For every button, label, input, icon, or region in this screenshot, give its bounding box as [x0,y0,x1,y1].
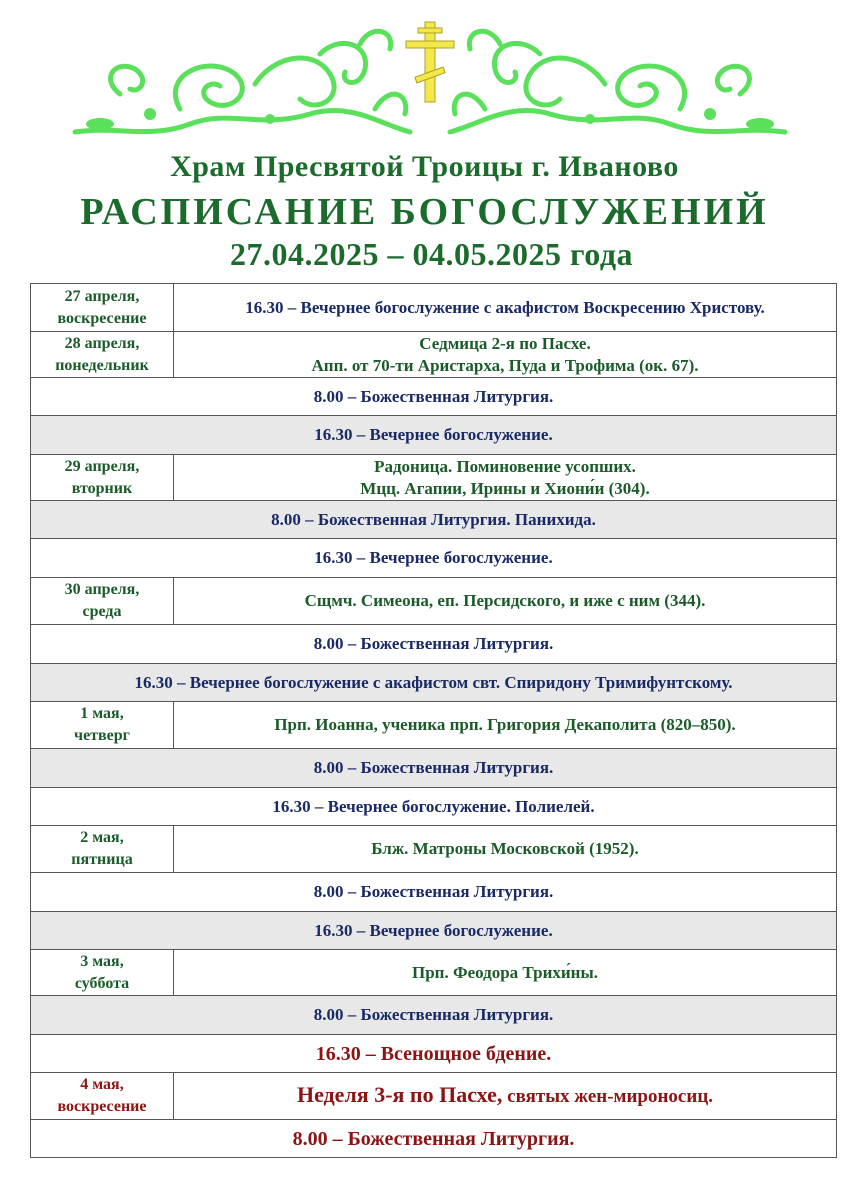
table-row [31,702,837,749]
table-row [31,539,837,578]
date-cell: 3 мая, суббота [31,950,174,996]
orthodox-cross-icon [406,22,454,102]
service-cell: 8.00 – Божественная Литургия. [31,996,837,1035]
feast-cell: Радоница. Поминовение усопших. Мцц. Агапии, Ирины и Хиони́и (304). [174,455,837,501]
table-row [31,912,837,950]
service-cell: 8.00 – Божественная Литургия. Панихида. [31,501,837,539]
date-cell: 4 мая, воскресение [31,1073,174,1120]
table-row [31,950,837,996]
feast-cell: Прп. Феодора Трихи́ны. [174,950,837,996]
table-row [31,416,837,455]
feast-cell: Сщмч. Симеона, еп. Персидского, и иже с ним (344). [174,578,837,625]
table-row [31,332,837,378]
table-row [31,996,837,1035]
service-cell: 16.30 – Вечернее богослужение. [31,416,837,455]
church-name: Храм Пресвятой Троицы г. Иваново [170,150,679,183]
service-cell: 8.00 – Божественная Литургия. [31,1120,837,1158]
date-cell: 28 апреля, понедельник [31,332,174,378]
schedule-table [30,283,837,1158]
service-cell: 16.30 – Вечернее богослужение. [31,539,837,578]
service-cell: 16.30 – Вечернее богослужение с акафистом Воскресению Христову. [174,284,837,332]
page-title: РАСПИСАНИЕ БОГОСЛУЖЕНИЙ [80,191,769,233]
service-cell: 16.30 – Вечернее богослужение с акафистом свт. Спиридону Тримифунтскому. [31,664,837,702]
feast-cell: Неделя 3-я по Пасхе, святых жен-мироносиц. [174,1073,837,1120]
table-row [31,578,837,625]
date-cell: 29 апреля, вторник [31,455,174,501]
table-row [31,664,837,702]
table-row [31,378,837,416]
service-cell: 8.00 – Божественная Литургия. [31,749,837,788]
table-row [31,1120,837,1158]
header-ornament [60,14,800,149]
service-cell: 16.30 – Вечернее богослужение. [31,912,837,950]
table-row [31,625,837,664]
date-cell: 27 апреля, воскресение [31,284,174,332]
date-range: 27.04.2025 – 04.05.2025 года [230,236,633,272]
table-row [31,284,837,332]
table-row [31,749,837,788]
date-cell: 1 мая, четверг [31,702,174,749]
table-row [31,1073,837,1120]
date-cell: 30 апреля, среда [31,578,174,625]
service-cell: 8.00 – Божественная Литургия. [31,378,837,416]
table-row [31,1035,837,1073]
service-cell: 16.30 – Всенощное бдение. [31,1035,837,1073]
table-row [31,873,837,912]
service-cell: 16.30 – Вечернее богослужение. Полиелей. [31,788,837,826]
table-row [31,826,837,873]
feast-cell: Прп. Иоанна, ученика прп. Григория Декаполита (820–850). [174,702,837,749]
service-cell: 8.00 – Божественная Литургия. [31,873,837,912]
table-row [31,501,837,539]
feast-cell: Седмица 2-я по Пасхе. Апп. от 70-ти Аристарха, Пуда и Трофима (ок. 67). [174,332,837,378]
feast-cell: Блж. Матроны Московской (1952). [174,826,837,873]
table-row [31,455,837,501]
table-row [31,788,837,826]
date-cell: 2 мая, пятница [31,826,174,873]
service-cell: 8.00 – Божественная Литургия. [31,625,837,664]
